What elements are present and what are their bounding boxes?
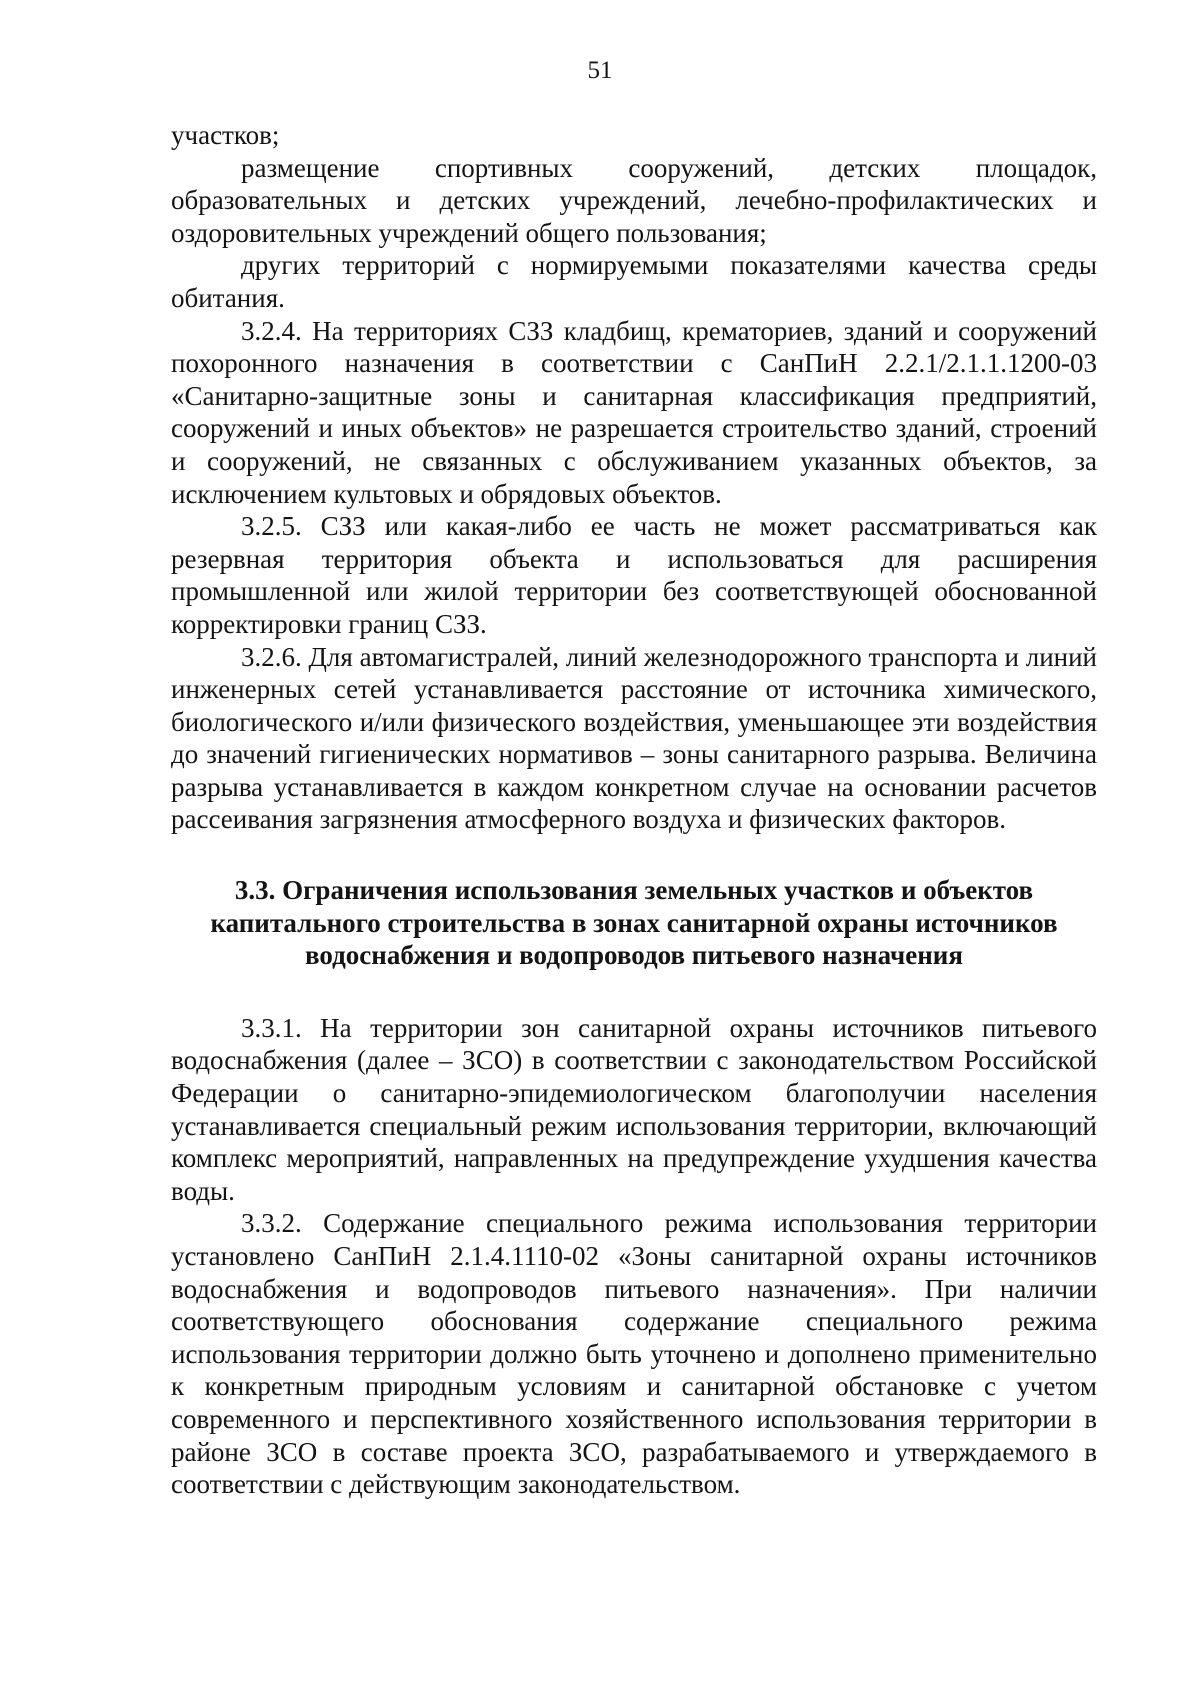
section-heading-3-3 bbox=[171, 874, 1097, 972]
section-heading-line-3: водоснабжения и водопроводов питьевого назначения bbox=[305, 940, 963, 971]
paragraph-list-item-sports: размещение спортивных сооружений, детских площадок, образовательных и детских учреждений, лечебно-профилактических и оздоровительных учреждений общего пользования; bbox=[171, 152, 1097, 248]
paragraph-list-item-other-territories: других территорий с нормируемыми показателями качества среды обитания. bbox=[171, 250, 1097, 313]
paragraph-3-3-2: 3.3.2. Содержание специального режима использования территории установлено СанПиН 2.1.4.1110-02 «Зоны санитарной охраны источников водоснабжения и водопроводов питьевого назначения». При наличии соответствующего обоснования содержание специального режима использования территории должно быть уточнено и дополнено применительно к конкретным природным условиям и санитарной обстановке с учетом современного и перспективного хозяйственного использования территории в районе ЗСО в составе проекта ЗСО, разрабатываемого и утверждаемого в соответствии с действующим законодательством. bbox=[171, 1208, 1097, 1500]
document-body bbox=[171, 119, 1097, 1501]
paragraph-continuation: участков; bbox=[171, 120, 280, 150]
section-heading-line-2: капитального строительства в зонах санитарной охраны источников bbox=[210, 907, 1058, 938]
section-heading-line-1: 3.3. Ограничения использования земельных участков и объектов bbox=[234, 875, 1034, 906]
paragraph-3-2-6: 3.2.6. Для автомагистралей, линий железнодорожного транспорта и линий инженерных сетей устанавливается расстояние от источника химического, биологического и/или физического воздействия, уменьшающее эти воздействия до значений гигиенических нормативов – зоны санитарного разрыва. Величина разрыва устанавливается в каждом конкретном случае на основании расчетов рассеивания загрязнения атмосферного воздуха и физических факторов. bbox=[171, 641, 1097, 835]
page-number: 51 bbox=[587, 57, 613, 84]
paragraph-3-2-4: 3.2.4. На территориях СЗЗ кладбищ, крематориев, зданий и сооружений похоронного назначения в соответствии с СанПиН 2.2.1/2.1.1.1200-03 «Санитарно-защитные зоны и санитарная классификация предприятий, сооружений и иных объектов» не разрешается строительство зданий, строений и сооружений, не связанных с обслуживанием указанных объектов, за исключением культовых и обрядовых объектов. bbox=[171, 315, 1097, 509]
section-heading-text bbox=[171, 874, 1097, 972]
paragraph-3-3-1: 3.3.1. На территории зон санитарной охраны источников питьевого водоснабжения (далее – ЗСО) в соответствии с законодательством Российской Федерации о санитарно-эпидемиологическом благополучии населения устанавливается специальный режим использования территории, включающий комплекс мероприятий, направленных на предупреждение ухудшения качества воды. bbox=[171, 1012, 1097, 1206]
paragraph-3-2-5: 3.2.5. СЗЗ или какая-либо ее часть не может рассматриваться как резервная территория объекта и использоваться для расширения промышленной или жилой территории без соответствующей обоснованной корректировки границ СЗЗ. bbox=[171, 511, 1097, 639]
